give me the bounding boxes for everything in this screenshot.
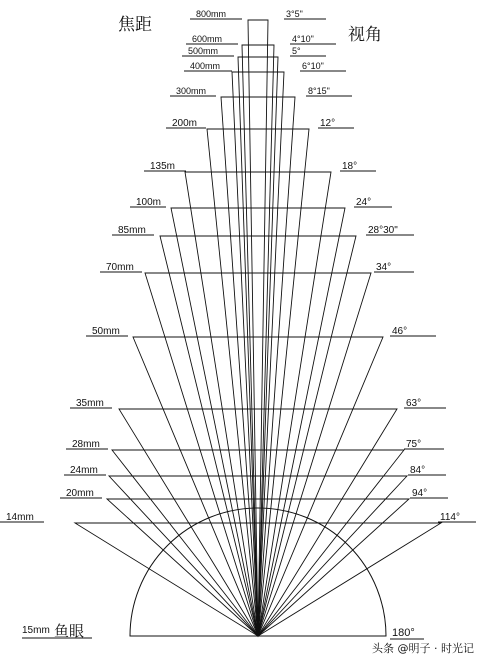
focal-length-label: 35mm [76, 398, 104, 409]
angle-label: 5° [292, 46, 301, 56]
focal-length-label: 200m [172, 118, 198, 129]
angle-label: 34° [376, 262, 392, 273]
lens-labels [0, 9, 476, 523]
fisheye-name-label: 鱼眼 [54, 622, 85, 640]
angle-label: 63° [406, 398, 422, 409]
fov-triangle-12 [119, 409, 397, 636]
focal-length-label: 50mm [92, 326, 120, 337]
angle-label: 46° [392, 326, 408, 337]
angle-label: 94° [412, 488, 428, 499]
fisheye-angle-label: 180° [392, 627, 415, 639]
focal-length-label: 500mm [188, 46, 219, 56]
fov-triangle-2 [242, 45, 274, 636]
focal-length-label: 135m [150, 161, 176, 172]
focal-length-label: 400mm [190, 61, 221, 71]
fov-triangle-5 [221, 97, 295, 636]
angle-label: 75° [406, 439, 422, 450]
angle-label: 4°10" [292, 34, 314, 44]
angle-label: 28°30" [368, 225, 398, 236]
fisheye-focal-label: 15mm [22, 625, 50, 636]
fov-triangle-1 [248, 20, 268, 636]
focal-length-label: 70mm [106, 262, 134, 273]
focal-length-label: 24mm [70, 465, 98, 476]
fov-triangle-6 [207, 129, 309, 636]
fov-triangle-4 [232, 72, 284, 636]
angle-label: 8°15" [308, 86, 330, 96]
fov-triangle-10 [145, 273, 371, 636]
focal-length-label: 28mm [72, 439, 100, 450]
focal-length-label: 600mm [192, 34, 223, 44]
focal-length-label: 20mm [66, 488, 94, 499]
focal-length-label: 300mm [176, 86, 207, 96]
angle-label: 114° [440, 512, 460, 523]
angle-label: 6°10" [302, 61, 324, 71]
angle-of-view-title: 视角 [348, 25, 382, 45]
diagram-lines [22, 20, 441, 639]
fov-triangle-8 [171, 208, 345, 636]
focal-length-label: 800mm [196, 9, 227, 19]
watermark: 头条 @明子 · 时光记 [372, 642, 474, 655]
angle-label: 84° [410, 465, 426, 476]
focal-length-label: 100m [136, 197, 162, 208]
angle-label: 24° [356, 197, 372, 208]
fov-triangle-11 [133, 337, 383, 636]
angle-label: 18° [342, 161, 358, 172]
angle-label: 12° [320, 118, 336, 129]
fov-triangle-7 [185, 172, 331, 636]
focal-length-title: 焦距 [118, 15, 152, 35]
focal-length-label: 14mm [6, 512, 34, 523]
focal-length-label: 85mm [118, 225, 146, 236]
angle-label: 3°5" [286, 9, 303, 19]
fov-triangle-9 [160, 236, 356, 636]
